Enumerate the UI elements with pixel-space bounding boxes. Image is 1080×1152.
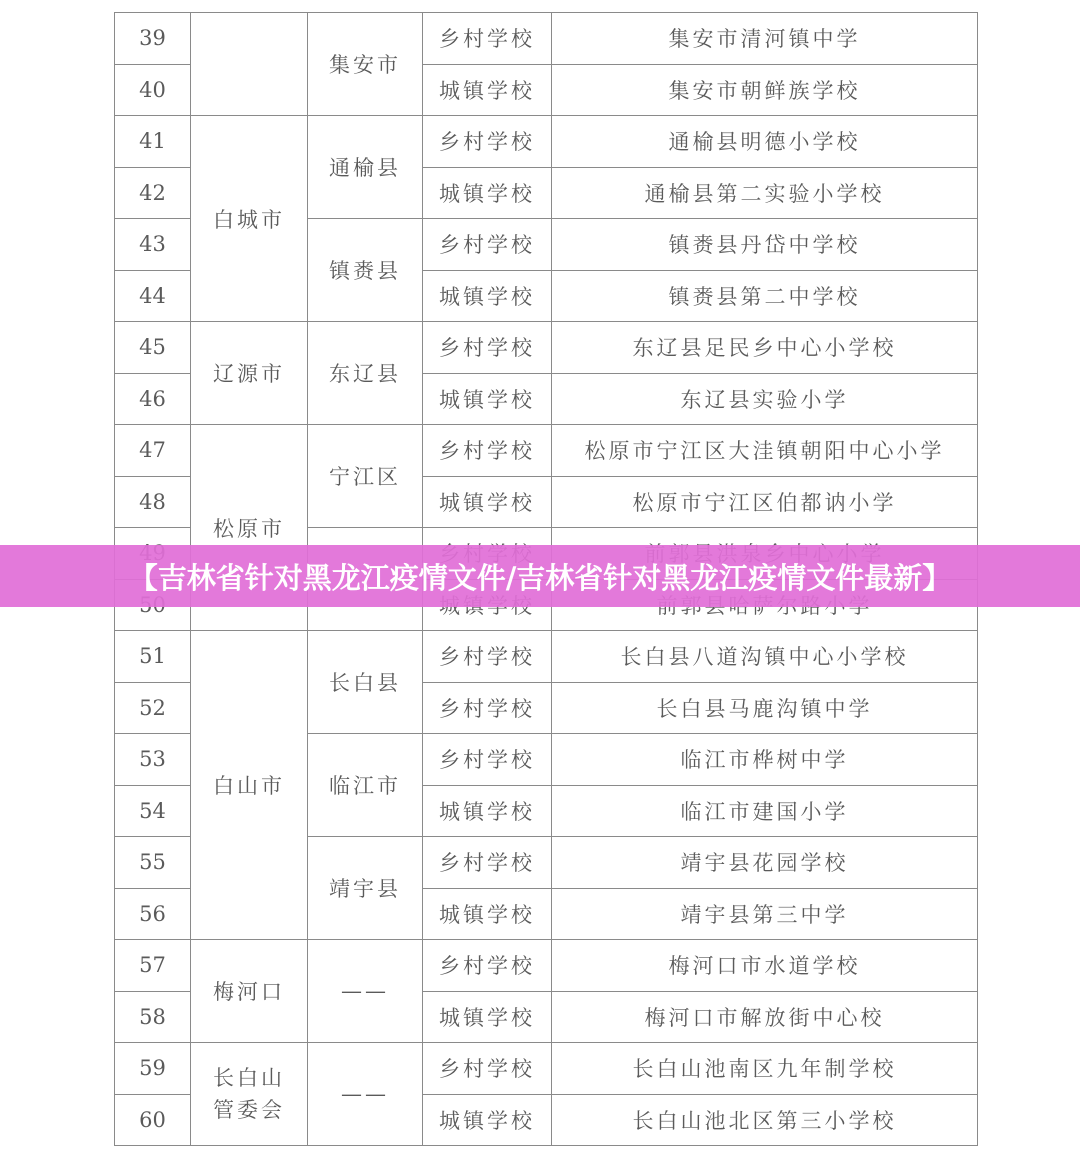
school-name: 东辽县足民乡中心小学校 xyxy=(552,322,978,374)
school-type: 城镇学校 xyxy=(423,476,552,528)
city-cell-line: 长白山 xyxy=(213,1066,285,1090)
row-number: 39 xyxy=(115,13,191,65)
school-type: 乡村学校 xyxy=(423,631,552,683)
row-number: 44 xyxy=(115,270,191,322)
table-row xyxy=(115,631,978,683)
city-cell-empty xyxy=(191,13,308,116)
school-name: 通榆县明德小学校 xyxy=(552,116,978,168)
county-cell: 靖宇县 xyxy=(308,837,423,940)
row-number: 57 xyxy=(115,940,191,992)
school-name: 长白山池南区九年制学校 xyxy=(552,1043,978,1095)
school-type: 城镇学校 xyxy=(423,785,552,837)
table-row xyxy=(115,1043,978,1095)
row-number: 40 xyxy=(115,64,191,116)
city-cell: 白山市 xyxy=(191,631,308,940)
school-type: 乡村学校 xyxy=(423,1043,552,1095)
row-number: 55 xyxy=(115,837,191,889)
title-banner: 【吉林省针对黑龙江疫情文件/吉林省针对黑龙江疫情文件最新】 xyxy=(0,545,1080,607)
city-cell: 梅河口 xyxy=(191,940,308,1043)
row-number: 48 xyxy=(115,476,191,528)
city-cell: 白城市 xyxy=(191,116,308,322)
county-cell: 东辽县 xyxy=(308,322,423,425)
school-type: 城镇学校 xyxy=(423,373,552,425)
school-name: 通榆县第二实验小学校 xyxy=(552,167,978,219)
school-type: 乡村学校 xyxy=(423,682,552,734)
county-cell: 临江市 xyxy=(308,734,423,837)
county-cell: 长白县 xyxy=(308,631,423,734)
table-row xyxy=(115,425,978,477)
row-number: 42 xyxy=(115,167,191,219)
city-cell: 辽源市 xyxy=(191,322,308,425)
table-row xyxy=(115,13,978,65)
row-number: 46 xyxy=(115,373,191,425)
row-number: 41 xyxy=(115,116,191,168)
row-number: 52 xyxy=(115,682,191,734)
school-name: 临江市桦树中学 xyxy=(552,734,978,786)
school-name: 镇赉县丹岱中学校 xyxy=(552,219,978,271)
school-name: 长白山池北区第三小学校 xyxy=(552,1094,978,1146)
school-type: 乡村学校 xyxy=(423,425,552,477)
school-name: 长白县马鹿沟镇中学 xyxy=(552,682,978,734)
school-name: 东辽县实验小学 xyxy=(552,373,978,425)
county-cell: 镇赉县 xyxy=(308,219,423,322)
row-number: 58 xyxy=(115,991,191,1043)
row-number: 47 xyxy=(115,425,191,477)
row-number: 54 xyxy=(115,785,191,837)
school-type: 乡村学校 xyxy=(423,734,552,786)
school-name: 梅河口市水道学校 xyxy=(552,940,978,992)
school-type: 城镇学校 xyxy=(423,270,552,322)
row-number: 45 xyxy=(115,322,191,374)
school-type: 城镇学校 xyxy=(423,888,552,940)
school-type: 乡村学校 xyxy=(423,837,552,889)
school-name: 长白县八道沟镇中心小学校 xyxy=(552,631,978,683)
county-cell: 集安市 xyxy=(308,13,423,116)
city-cell-line: 管委会 xyxy=(213,1098,285,1122)
school-type: 乡村学校 xyxy=(423,940,552,992)
school-type: 城镇学校 xyxy=(423,64,552,116)
school-type: 城镇学校 xyxy=(423,1094,552,1146)
school-type: 城镇学校 xyxy=(423,991,552,1043)
city-cell: 松原市 xyxy=(191,425,308,631)
school-type: 城镇学校 xyxy=(423,167,552,219)
row-number: 60 xyxy=(115,1094,191,1146)
table-row xyxy=(115,322,978,374)
school-name: 集安市朝鲜族学校 xyxy=(552,64,978,116)
city-cell xyxy=(191,1043,308,1146)
table-row xyxy=(115,940,978,992)
row-number: 53 xyxy=(115,734,191,786)
school-name: 梅河口市解放街中心校 xyxy=(552,991,978,1043)
county-cell: 通榆县 xyxy=(308,116,423,219)
school-type: 乡村学校 xyxy=(423,13,552,65)
county-cell: 宁江区 xyxy=(308,425,423,528)
school-name: 集安市清河镇中学 xyxy=(552,13,978,65)
school-name: 松原市宁江区大洼镇朝阳中心小学 xyxy=(552,425,978,477)
school-type: 乡村学校 xyxy=(423,219,552,271)
school-name: 靖宇县花园学校 xyxy=(552,837,978,889)
school-name: 松原市宁江区伯都讷小学 xyxy=(552,476,978,528)
row-number: 59 xyxy=(115,1043,191,1095)
school-type: 乡村学校 xyxy=(423,116,552,168)
school-type: 乡村学校 xyxy=(423,322,552,374)
school-name: 靖宇县第三中学 xyxy=(552,888,978,940)
row-number: 43 xyxy=(115,219,191,271)
school-name: 镇赉县第二中学校 xyxy=(552,270,978,322)
row-number: 56 xyxy=(115,888,191,940)
county-cell-dash: —— xyxy=(308,940,423,1043)
school-name: 临江市建国小学 xyxy=(552,785,978,837)
table-row xyxy=(115,116,978,168)
row-number: 51 xyxy=(115,631,191,683)
county-cell-dash: —— xyxy=(308,1043,423,1146)
